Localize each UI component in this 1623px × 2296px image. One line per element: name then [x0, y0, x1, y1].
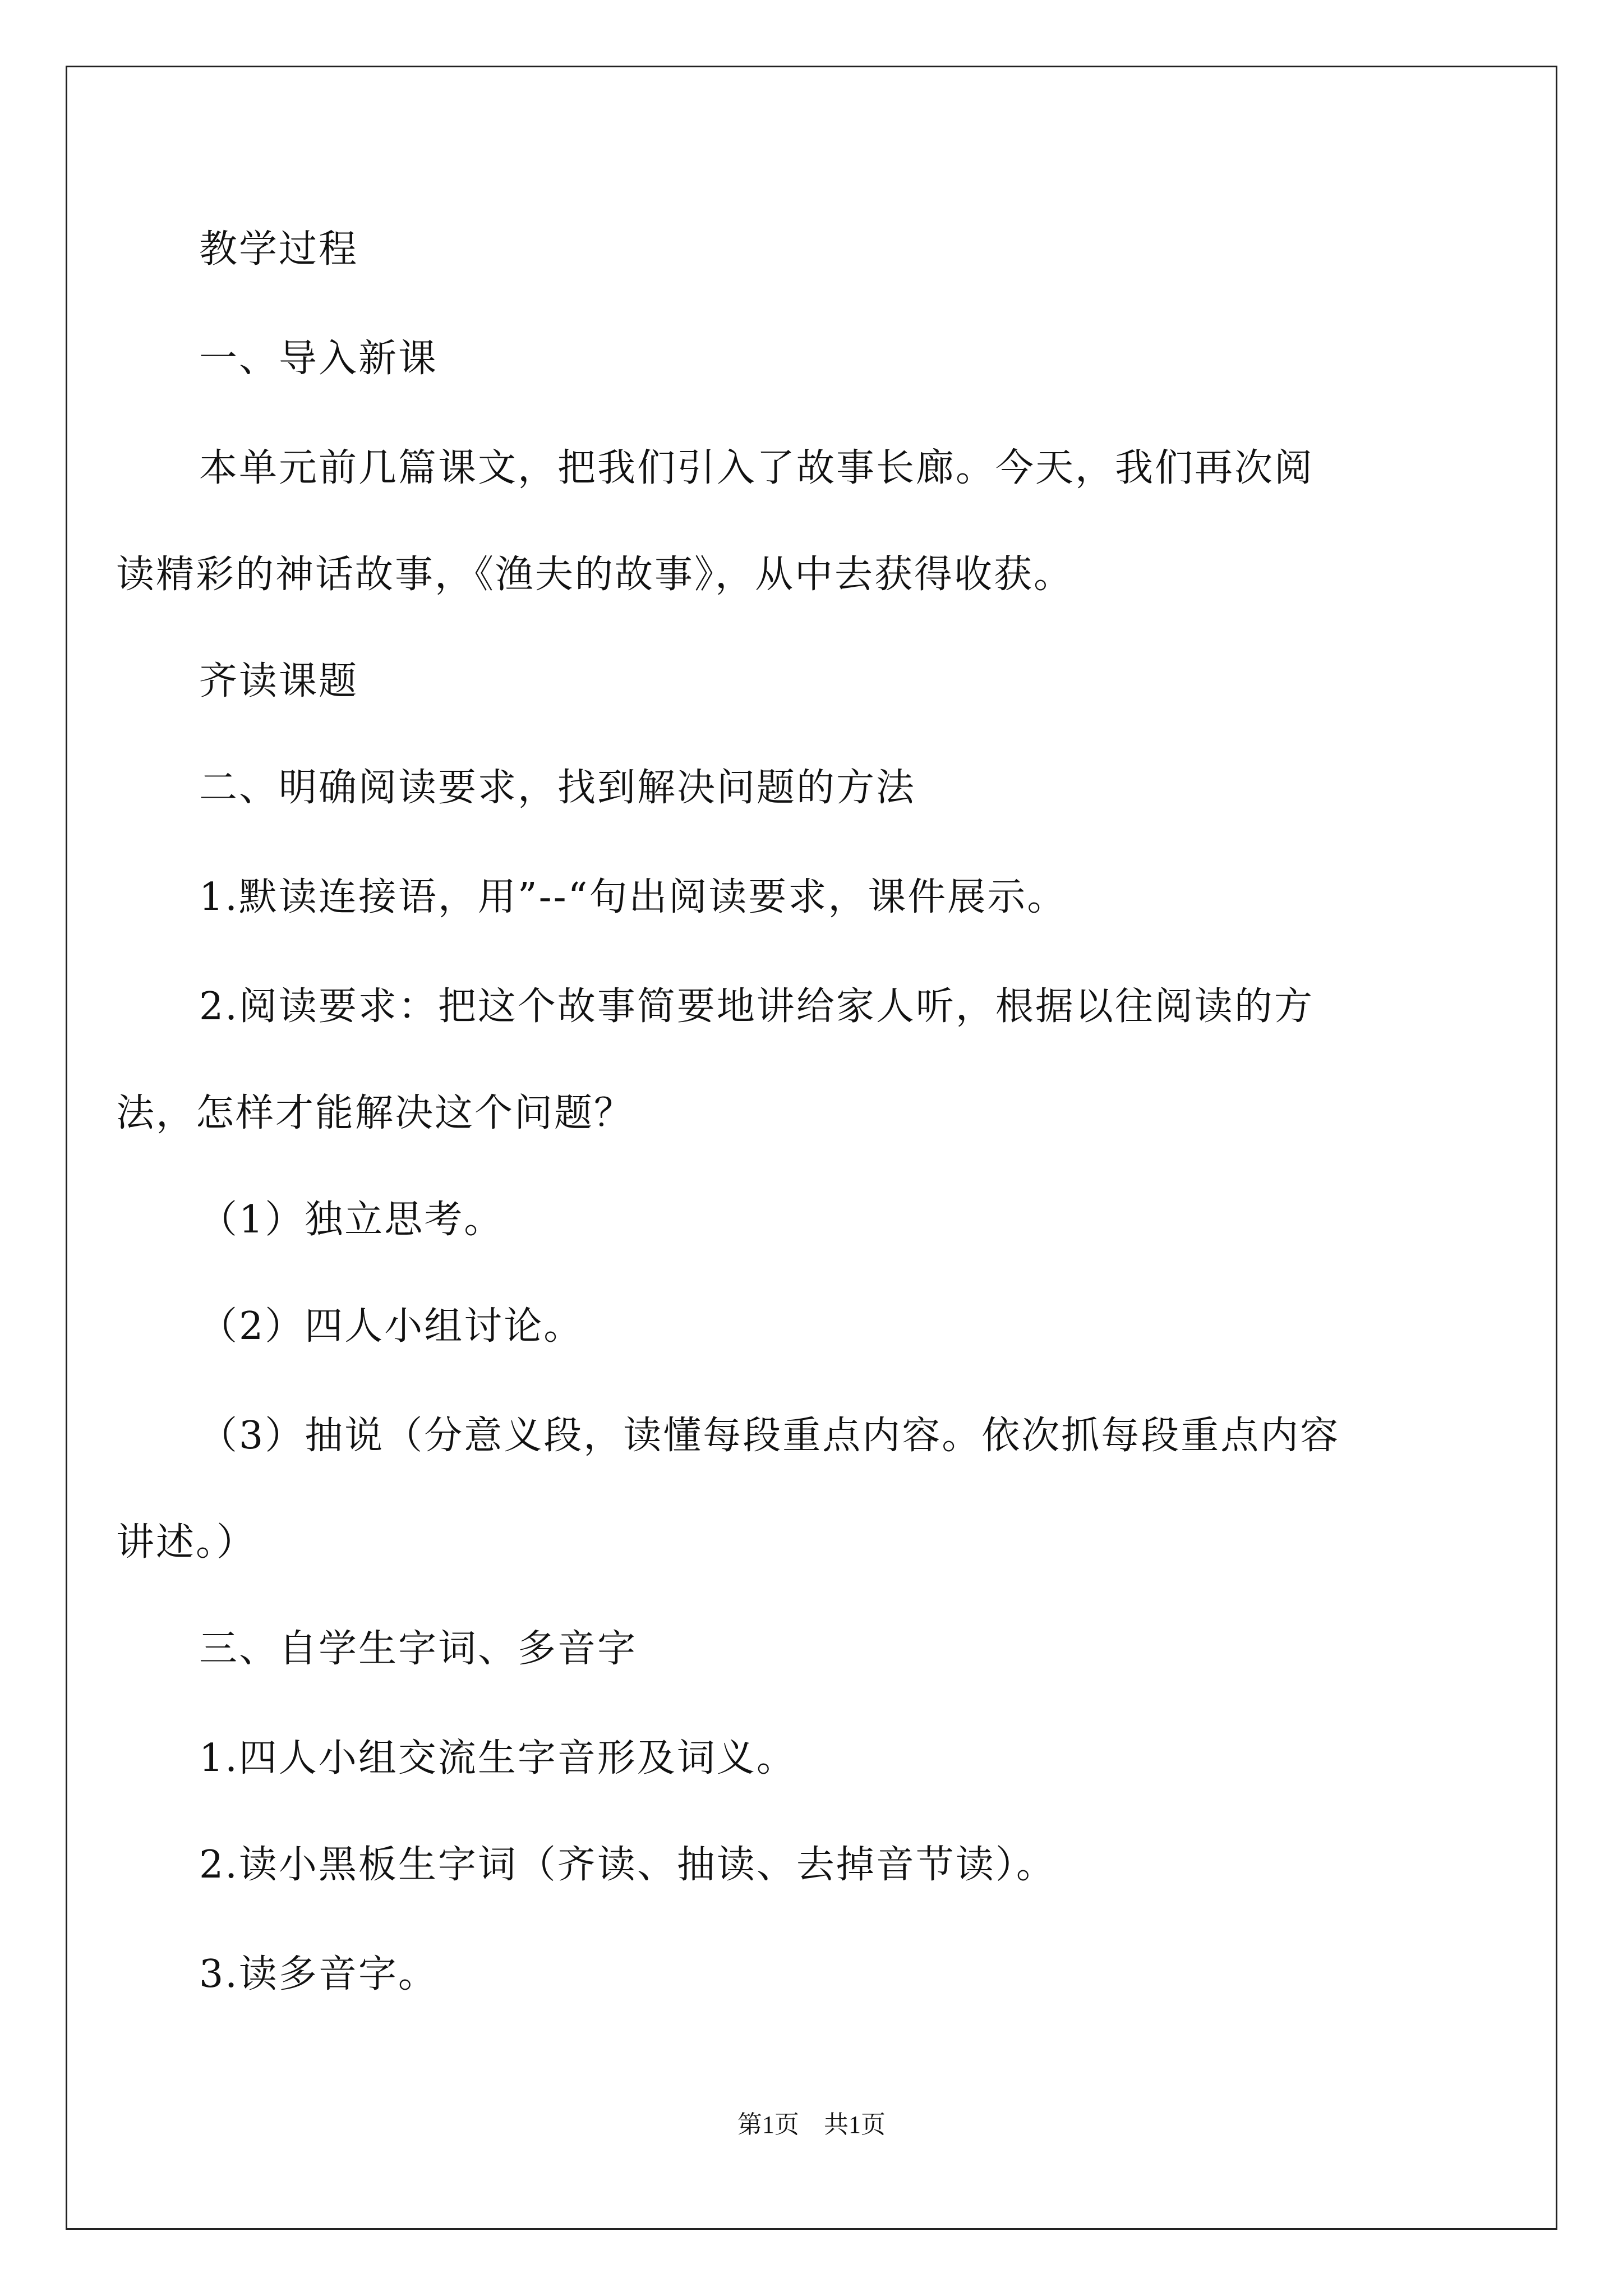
list-item: 3.读多音字。 [199, 1952, 438, 1996]
subheading-intro: 一、导入新课 [199, 337, 439, 381]
subheading-vocabulary: 三、自学生字词、多音字 [199, 1627, 638, 1671]
sub-list-item: （2）四人小组讨论。 [199, 1304, 584, 1349]
sub-list-item-continuation: 讲述。） [116, 1520, 257, 1565]
paragraph-line: 读精彩的神话故事，《渔夫的故事》，从中去获得收获。 [116, 553, 1074, 597]
section-heading: 教学过程 [199, 227, 359, 272]
list-item: 2.读小黑板生字词（齐读、抽读、去掉音节读）。 [199, 1843, 1056, 1887]
page-number: 第1页 共1页 [737, 2111, 886, 2138]
paragraph-line: 齐读课题 [199, 659, 359, 703]
list-item: 1.四人小组交流生字音形及词义。 [199, 1736, 796, 1780]
list-item-continuation: 法，怎样才能解决这个问题？ [116, 1091, 634, 1135]
page-border [66, 66, 1557, 2230]
list-item: 1.默读连接语，用”--“句出阅读要求，课件展示。 [199, 875, 1067, 919]
list-item: 2.阅读要求：把这个故事简要地讲给家人听，根据以往阅读的方 [199, 984, 1314, 1029]
subheading-requirements: 二、明确阅读要求，找到解决问题的方法 [199, 766, 916, 810]
sub-list-item: （3）抽说（分意义段，读懂每段重点内容。依次抓每段重点内容 [199, 1414, 1340, 1458]
paragraph-line: 本单元前几篇课文，把我们引入了故事长廊。今天，我们再次阅 [199, 446, 1315, 490]
sub-list-item: （1）独立思考。 [199, 1198, 504, 1242]
